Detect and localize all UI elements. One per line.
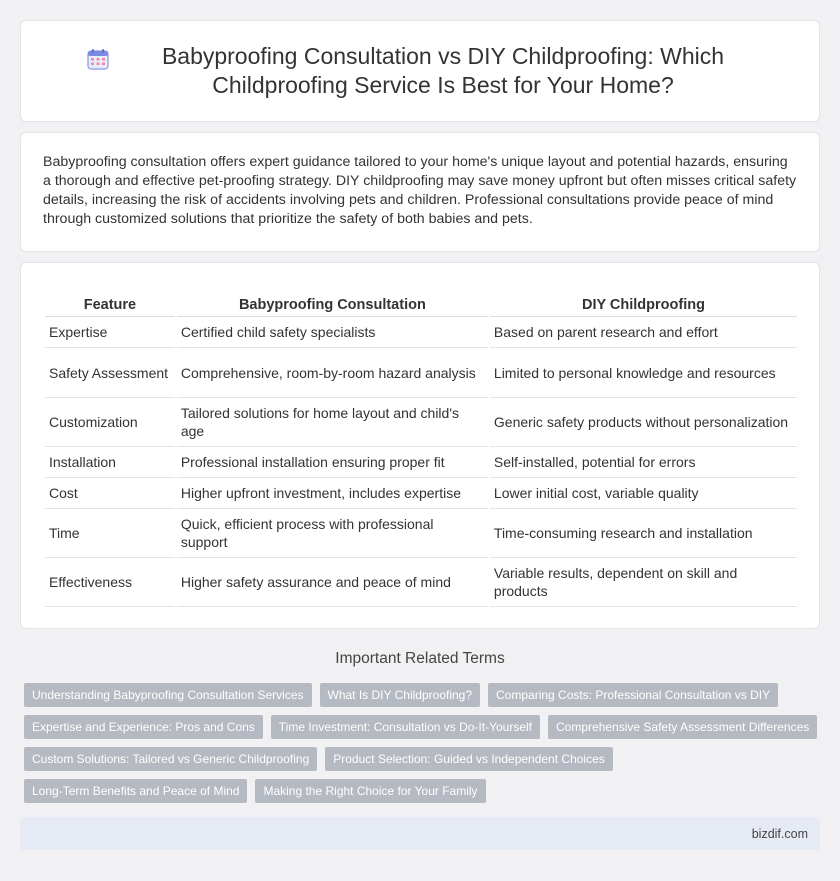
related-tag[interactable]: What Is DIY Childproofing? (320, 683, 481, 707)
row-consultation: Tailored solutions for home layout and child's age (177, 398, 488, 447)
row-diy: Based on parent research and effort (490, 317, 797, 348)
intro-card (20, 132, 820, 252)
related-tag[interactable]: Comparing Costs: Professional Consultation vs DIY (488, 683, 778, 707)
related-terms-list (24, 683, 824, 803)
table-row (45, 478, 797, 509)
comparison-table (43, 291, 799, 607)
related-tag[interactable]: Expertise and Experience: Pros and Cons (24, 715, 263, 739)
row-consultation: Higher upfront investment, includes expertise (177, 478, 488, 509)
header-consultation: Babyproofing Consultation (177, 291, 488, 317)
row-diy: Lower initial cost, variable quality (490, 478, 797, 509)
row-diy: Self-installed, potential for errors (490, 447, 797, 478)
table-row (45, 348, 797, 398)
row-feature: Time (45, 509, 175, 558)
table-row (45, 558, 797, 607)
comparison-card (20, 262, 820, 629)
related-tag[interactable]: Comprehensive Safety Assessment Differences (548, 715, 817, 739)
table-row (45, 398, 797, 447)
page-title: Babyproofing Consultation vs DIY Childproofing: Which Childproofing Service Is Best for Your Home? (161, 43, 725, 98)
header-diy: DIY Childproofing (490, 291, 797, 317)
table-row (45, 509, 797, 558)
row-diy: Variable results, dependent on skill and products (490, 558, 797, 607)
title-card (20, 20, 820, 122)
row-diy: Generic safety products without personalization (490, 398, 797, 447)
footer (20, 817, 820, 850)
table-row (45, 317, 797, 348)
related-tag[interactable]: Understanding Babyproofing Consultation Services (24, 683, 312, 707)
row-feature: Expertise (45, 317, 175, 348)
footer-site-link[interactable]: bizdif.com (751, 826, 808, 841)
row-consultation: Comprehensive, room-by-room hazard analysis (177, 348, 488, 398)
row-feature: Customization (45, 398, 175, 447)
table-row (45, 447, 797, 478)
title-wrap (87, 42, 753, 100)
related-tag[interactable]: Time Investment: Consultation vs Do-It-Yourself (271, 715, 540, 739)
intro-paragraph: Babyproofing consultation offers expert guidance tailored to your home's unique layout and potential hazards, ensuring a thorough and effective pet-proofing strategy. DIY childproofing may save money upfront but often misses critical safety details, increasing the risk of accidents involving pets and children. Professional consultations provide peace of mind through customized solutions that prioritize the safety of both babies and pets. (43, 154, 797, 227)
related-tag[interactable]: Product Selection: Guided vs Independent Choices (325, 747, 613, 771)
row-consultation: Professional installation ensuring proper fit (177, 447, 488, 478)
row-feature: Cost (45, 478, 175, 509)
row-feature: Effectiveness (45, 558, 175, 607)
table-header-row (45, 291, 797, 317)
row-feature: Installation (45, 447, 175, 478)
related-tag[interactable]: Custom Solutions: Tailored vs Generic Childproofing (24, 747, 317, 771)
row-consultation: Certified child safety specialists (177, 317, 488, 348)
row-diy: Limited to personal knowledge and resources (490, 348, 797, 398)
row-feature: Safety Assessment (45, 348, 175, 398)
row-consultation: Higher safety assurance and peace of mind (177, 558, 488, 607)
header-feature: Feature (45, 291, 175, 317)
related-terms-heading: Important Related Terms (335, 650, 505, 667)
related-tag[interactable]: Making the Right Choice for Your Family (255, 779, 485, 803)
calendar-icon (87, 48, 109, 70)
row-diy: Time-consuming research and installation (490, 509, 797, 558)
related-tag[interactable]: Long-Term Benefits and Peace of Mind (24, 779, 247, 803)
row-consultation: Quick, efficient process with professional support (177, 509, 488, 558)
